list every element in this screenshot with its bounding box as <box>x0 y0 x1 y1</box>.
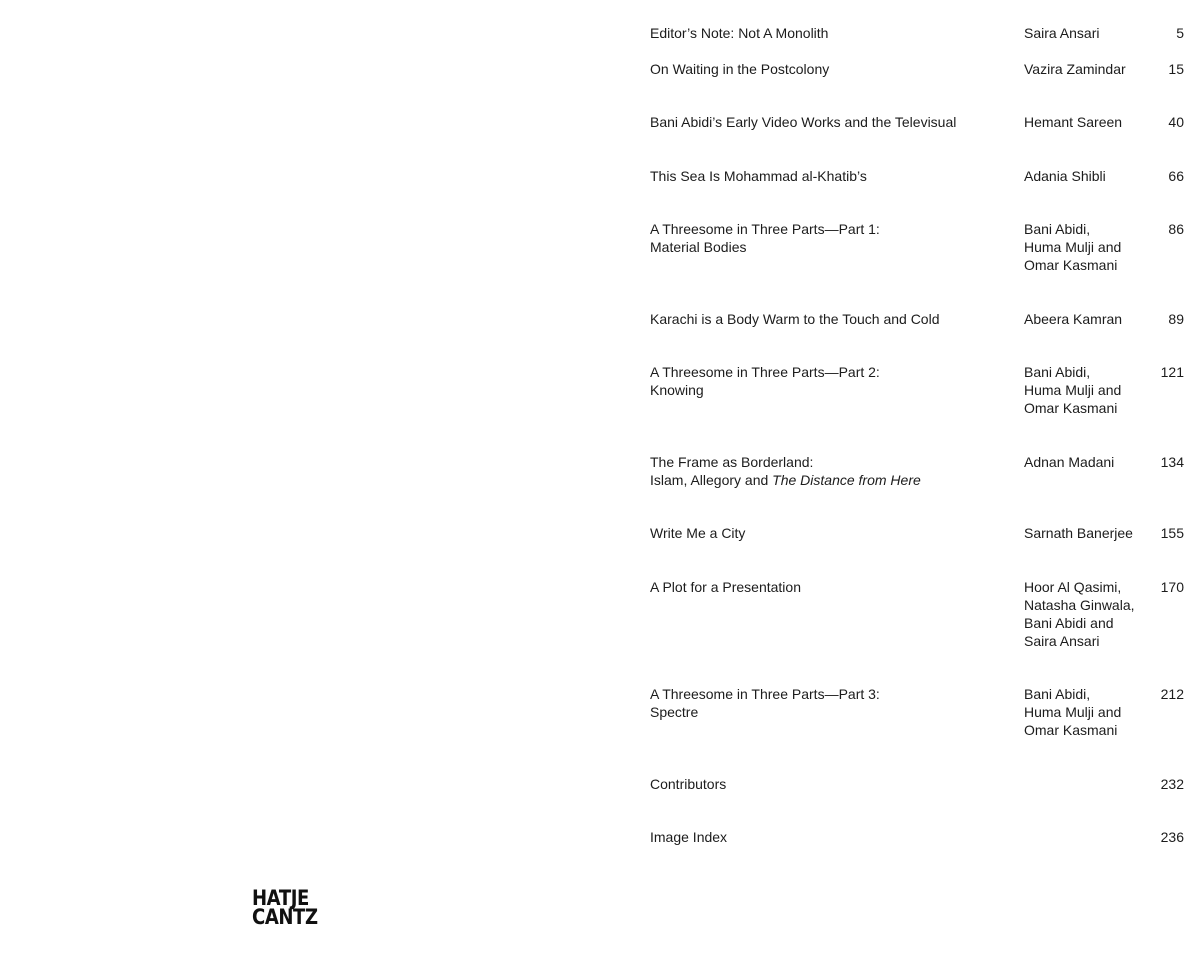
toc-entry-title: Bani Abidi’s Early Video Works and the Televisual <box>650 114 957 130</box>
toc-entry <box>650 60 1184 78</box>
toc-entry-title: On Waiting in the Postcolony <box>650 60 830 77</box>
toc-entry-title: A Threesome in Three Parts—Part 2: Knowing <box>650 364 880 398</box>
toc-entry <box>650 113 1184 131</box>
toc-entry <box>650 578 1184 650</box>
toc-entry <box>650 828 1184 846</box>
toc-entry-page: 236 <box>1160 829 1184 845</box>
toc-entry-title: A Threesome in Three Parts—Part 1: Material Bodies <box>650 221 880 255</box>
toc-entry-title: A Plot for a Presentation <box>650 578 801 595</box>
toc-entry <box>650 220 1184 274</box>
toc-entry-page: 170 <box>1160 578 1184 595</box>
toc-entry-title: Image Index <box>650 829 728 845</box>
toc-entry-page: 155 <box>1160 525 1184 541</box>
toc-entry-page: 89 <box>1168 310 1184 327</box>
toc-entry-title: This Sea Is Mohammad al-Khatib’s <box>650 167 867 184</box>
toc-entry-authors: Vazira Zamindar <box>1024 60 1126 77</box>
publisher-logo: HATJE CANTZ <box>252 886 318 929</box>
toc-entry-page: 86 <box>1168 221 1184 237</box>
toc-entry-title: A Threesome in Three Parts—Part 3: Spectre <box>650 686 880 720</box>
toc-entry <box>650 363 1184 417</box>
toc-entry <box>650 24 1184 42</box>
toc-entry <box>650 524 1184 542</box>
toc-entry <box>650 453 1184 489</box>
toc-entry-title: The Frame as Borderland: Islam, Allegory and The Distance from Here <box>650 453 1024 489</box>
toc-entry-page: 66 <box>1168 167 1184 184</box>
toc-entry-page: 232 <box>1160 775 1184 792</box>
toc-entry-page: 134 <box>1160 453 1184 470</box>
toc-entry-authors: Adnan Madani <box>1024 453 1115 470</box>
toc-entry <box>650 775 1184 793</box>
toc-entry-authors: Sarnath Banerjee <box>1024 525 1133 541</box>
toc-entry <box>650 167 1184 185</box>
toc-entry-page: 5 <box>1176 25 1184 41</box>
toc-entry-page: 212 <box>1160 686 1184 702</box>
toc-entry-page: 121 <box>1160 364 1184 380</box>
toc-entry <box>650 685 1184 739</box>
toc-entry-authors: Saira Ansari <box>1024 25 1100 41</box>
toc-entry-authors: Hoor Al Qasimi, Natasha Ginwala, Bani Abidi and Saira Ansari <box>1024 578 1135 649</box>
table-of-contents <box>650 24 1184 846</box>
toc-entry-authors: Abeera Kamran <box>1024 310 1123 327</box>
toc-entry-authors: Hemant Sareen <box>1024 114 1123 130</box>
toc-entry-title: Editor’s Note: Not A Monolith <box>650 25 829 41</box>
toc-entry-title-line2: Islam, Allegory and The Distance from Here <box>650 471 921 488</box>
toc-entry-page: 15 <box>1168 60 1184 77</box>
toc-entry-title: Contributors <box>650 775 727 792</box>
toc-entry <box>650 310 1184 328</box>
toc-entry-authors: Adania Shibli <box>1024 167 1106 184</box>
toc-entry-title: Write Me a City <box>650 525 746 541</box>
toc-entry-authors: Bani Abidi, Huma Mulji and Omar Kasmani <box>1024 364 1122 416</box>
toc-entry-page: 40 <box>1168 114 1184 130</box>
toc-entry-title: Karachi is a Body Warm to the Touch and Cold <box>650 310 940 327</box>
toc-entry-authors: Bani Abidi, Huma Mulji and Omar Kasmani <box>1024 686 1122 738</box>
toc-entry-authors: Bani Abidi, Huma Mulji and Omar Kasmani <box>1024 221 1122 273</box>
